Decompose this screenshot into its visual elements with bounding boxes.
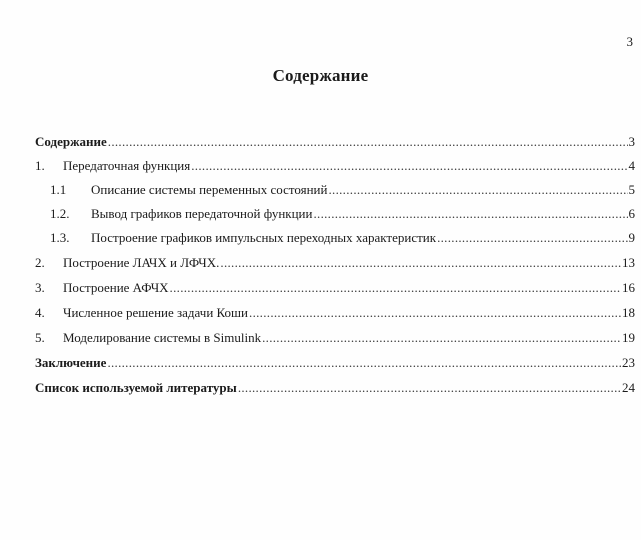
- toc-entry-3: [35, 280, 635, 298]
- toc-entry-title: Моделирование системы в Simulink: [63, 330, 262, 345]
- toc-entry-number: 1.2.: [50, 206, 70, 221]
- toc-entry-number: 1.3.: [50, 230, 70, 245]
- toc-entry-references: [35, 380, 635, 398]
- toc-entry-number: 1.: [35, 158, 45, 173]
- toc-entry-title: Вывод графиков передаточной функции: [91, 206, 313, 221]
- toc-entry-page: 3: [628, 134, 635, 149]
- toc-leader-dots: [262, 330, 621, 346]
- toc-entry-number: 1.1: [50, 182, 67, 197]
- toc-entry-title: Построение ЛАЧХ и ЛФЧХ.: [63, 255, 220, 270]
- toc-entry-page: 18: [622, 305, 635, 320]
- page-title: Содержание: [272, 66, 369, 85]
- toc-entry-title: Численное решение задачи Коши: [63, 305, 249, 320]
- toc-entry-title: Построение АФЧХ: [63, 280, 169, 295]
- toc-entry-number: 2.: [35, 255, 45, 270]
- toc-entry-page: 24: [622, 380, 635, 395]
- toc-entry-page: 6: [628, 206, 635, 221]
- toc-entry-contents: [35, 134, 635, 152]
- toc-entry-page: 5: [628, 182, 635, 197]
- toc-leader-dots: [107, 355, 621, 371]
- toc-leader-dots: [220, 255, 621, 271]
- toc-entry-1-2: [50, 206, 635, 224]
- toc-entry-title: Содержание: [35, 134, 107, 149]
- toc-entry-number: 3.: [35, 280, 45, 295]
- toc-entry-page: 16: [622, 280, 635, 295]
- page-number: 3: [626, 34, 633, 49]
- toc-leader-dots: [313, 206, 627, 222]
- toc-entry-title: Описание системы переменных состояний: [91, 182, 328, 197]
- toc-entry-2: [35, 255, 635, 273]
- toc-entry-page: 19: [622, 330, 635, 345]
- toc-entry-page: 9: [628, 230, 635, 245]
- toc-leader-dots: [249, 305, 621, 321]
- toc-entry-title: Передаточная функция: [63, 158, 191, 173]
- toc-entry-1-3: [50, 230, 635, 248]
- toc-entry-page: 4: [628, 158, 635, 173]
- toc-leader-dots: [328, 182, 627, 198]
- toc-leader-dots: [170, 280, 621, 296]
- toc-entry-page: 23: [622, 355, 635, 370]
- toc-entry-5: [35, 330, 635, 348]
- toc-leader-dots: [191, 158, 627, 174]
- toc-entry-1: [35, 158, 635, 176]
- toc-leader-dots: [437, 230, 627, 246]
- toc-entry-4: [35, 305, 635, 323]
- toc-entry-page: 13: [622, 255, 635, 270]
- toc-entry-title: Заключение: [35, 355, 107, 370]
- toc-entry-title: Построение графиков импульсных переходных характеристик: [91, 230, 437, 245]
- toc-entry-title: Список используемой литературы: [35, 380, 237, 395]
- toc-entry-conclusion: [35, 355, 635, 373]
- toc-entry-number: 4.: [35, 305, 45, 320]
- toc-leader-dots: [238, 380, 621, 396]
- toc-leader-dots: [108, 134, 628, 150]
- toc-entry-1-1: [50, 182, 635, 200]
- toc-entry-number: 5.: [35, 330, 45, 345]
